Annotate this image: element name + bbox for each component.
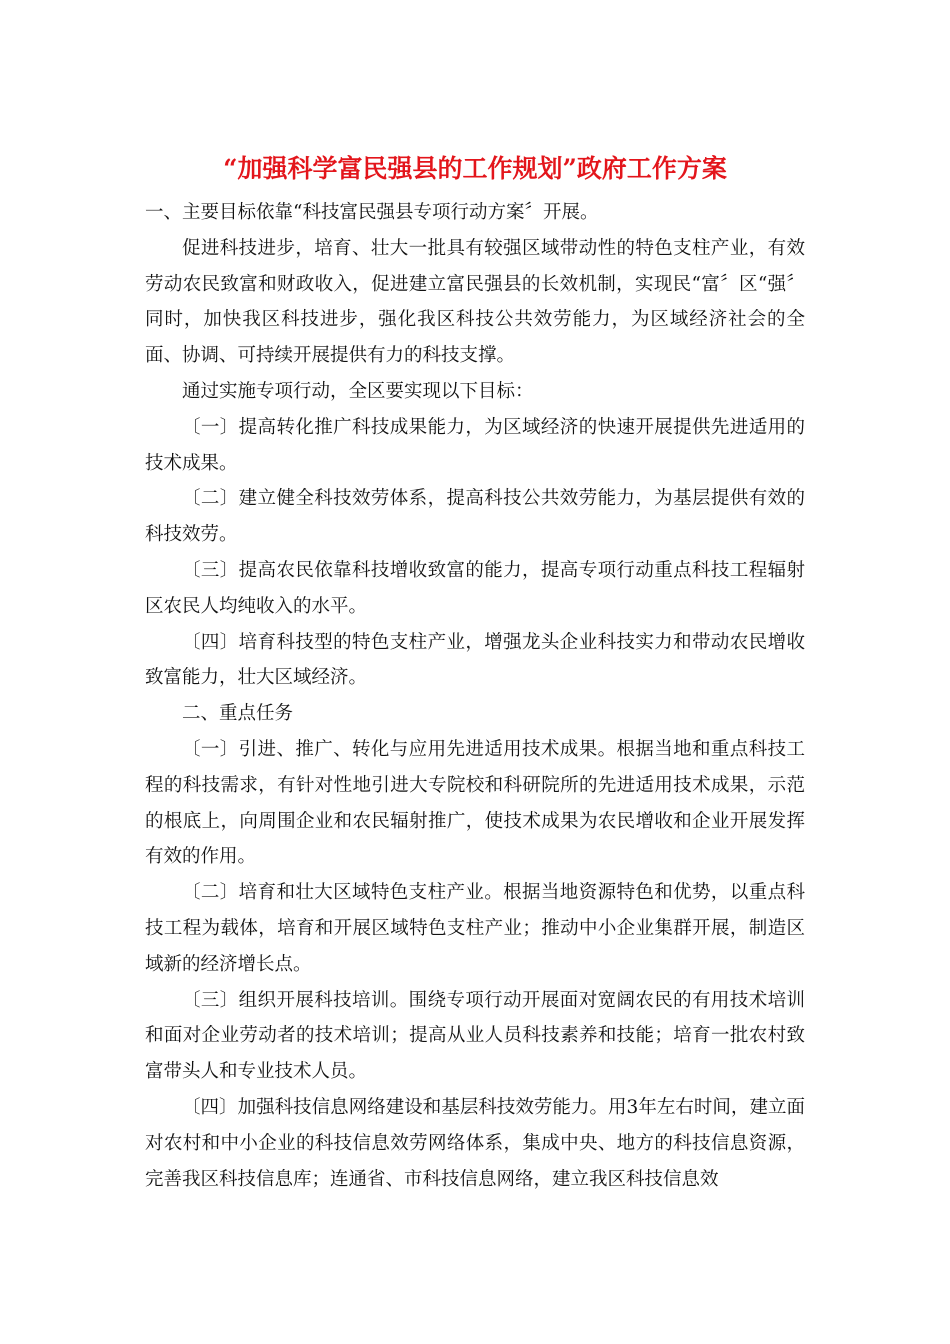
paragraph: 〔四〕培育科技型的特色支柱产业，增强龙头企业科技实力和带动农民增收致富能力，壮大区域经济。 xyxy=(145,631,805,689)
paragraph: 〔三〕提高农民依靠科技增收致富的能力，提高专项行动重点科技工程辐射区农民人均纯收入的水平。 xyxy=(145,559,805,617)
paragraph: 〔二〕培育和壮大区域特色支柱产业。根据当地资源特色和优势，以重点科技工程为载体，培育和开展区域特色支柱产业；推动中小企业集群开展，制造区域新的经济增长点。 xyxy=(145,882,805,975)
document-body xyxy=(145,195,805,1197)
paragraph-heading-2: 二、重点任务 xyxy=(182,703,294,725)
document-title: “加强科学富民强县的工作规划”政府工作方案 xyxy=(223,154,727,183)
paragraph-heading-1: 一、主要目标依靠“科技富民强县专项行动方案〞开展。 xyxy=(145,202,599,223)
paragraph: 通过实施专项行动，全区要实现以下目标： xyxy=(182,380,534,402)
paragraph: 〔二〕建立健全科技效劳体系，提高科技公共效劳能力，为基层提供有效的科技效劳。 xyxy=(145,488,805,546)
paragraph: 〔四〕加强科技信息网络建设和基层科技效劳能力。用3年左右时间，建立面对农村和中小企业的科技信息效劳网络体系，集成中央、地方的科技信息资源，完善我区科技信息库；连通省、市科技信息网络，建立我区科技信息效 xyxy=(145,1096,805,1190)
paragraph: 〔一〕引进、推广、转化与应用先进适用技术成果。根据当地和重点科技工程的科技需求，有针对性地引进大专院校和科研院所的先进适用技术成果，示范的根底上，向周围企业和农民辐射推广，使技术成果为农民增收和企业开展发挥有效的作用。 xyxy=(145,738,805,868)
paragraph: 促进科技进步，培育、壮大一批具有较强区域带动性的特色支柱产业，有效劳动农民致富和财政收入，促进建立富民强县的长效机制，实现民“富〞区“强〞同时，加快我区科技进步，强化我区科技公共效劳能力，为区域经济社会的全面、协调、可持续开展提供有力的科技支撑。 xyxy=(145,237,805,367)
paragraph: 〔三〕组织开展科技培训。围绕专项行动开展面对宽阔农民的有用技术培训和面对企业劳动者的技术培训；提高从业人员科技素养和技能；培育一批农村致富带头人和专业技术人员。 xyxy=(145,989,805,1083)
paragraph: 〔一〕提高转化推广科技成果能力，为区域经济的快速开展提供先进适用的技术成果。 xyxy=(145,416,805,474)
